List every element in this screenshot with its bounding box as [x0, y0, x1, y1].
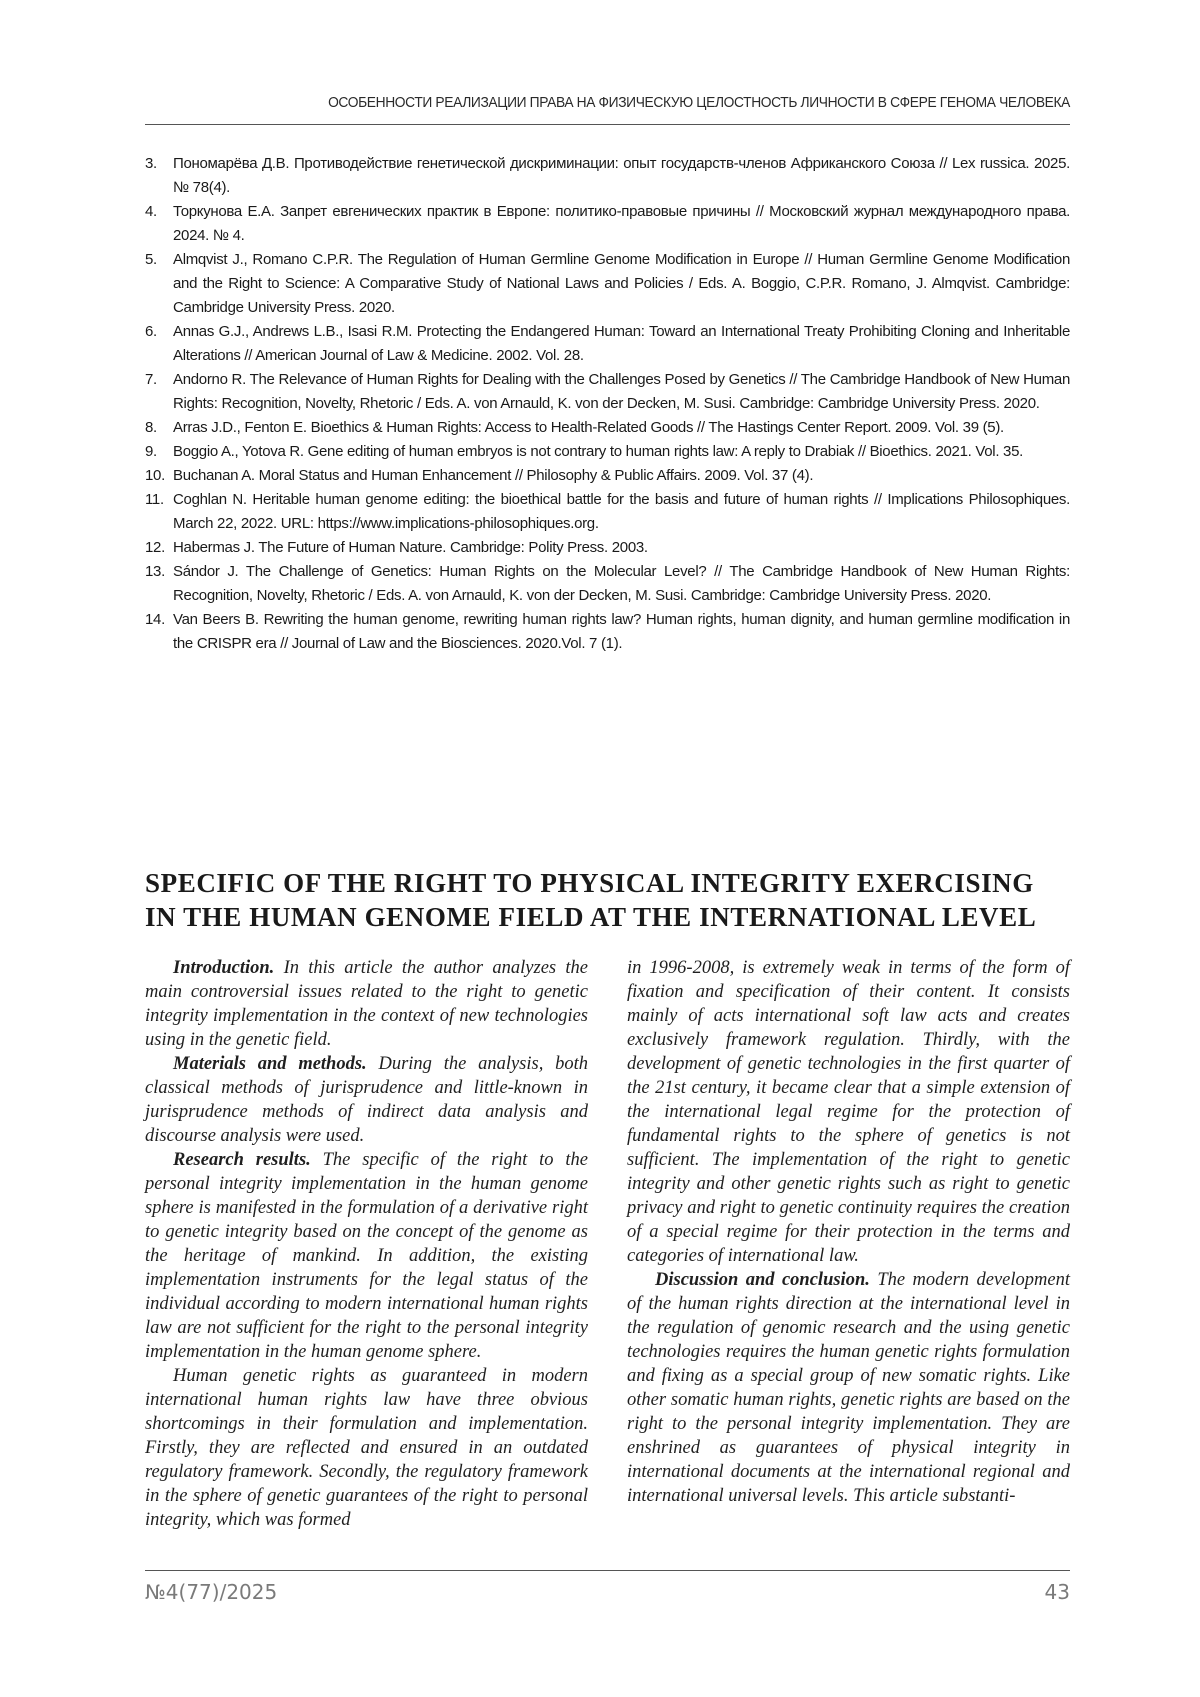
reference-item [145, 608, 1070, 656]
reference-list [145, 152, 1070, 656]
discussion-text: The modern development of the human rights direction at the international level in the regulation of genomic research and the using genetic technologies requires the human genetic rights formulation and fixing as a special group of new somatic rights. Like other somatic human rights, genetic rights are based on the right to the personal integrity implementation. They are enshrined as guarantees of physical integrity in international documents at the international regional and international universal levels. This article substanti- [627, 1270, 1070, 1506]
discussion-label: Discussion and conclusion. [655, 1270, 870, 1290]
reference-text: Пономарёва Д.В. Противодействие генетической дискриминации: опыт государств-членов Африканского Союза // Lex russica. 2025. № 78(4). [173, 155, 1070, 196]
reference-text: Almqvist J., Romano C.P.R. The Regulation of Human Germline Genome Modification in Europe // Human Germline Genome Modification and the Right to Science: A Comparative Study of National Laws and Policies / Eds. A. Boggio, C.P.R. Romano, J. Almqvist. Cambridge: Cambridge University Press. 2020. [173, 251, 1070, 316]
reference-item [145, 488, 1070, 536]
reference-text: Sándor J. The Challenge of Genetics: Human Rights on the Molecular Level? // The Cambridge Handbook of New Human Rights: Recognition, Novelty, Rhetoric / Eds. A. von Arnauld, K. von der Decken, M. Susi. Cambridge: Cambridge University Press. 2020. [173, 563, 1070, 604]
results-paragraph [145, 1148, 588, 1364]
reference-text: Boggio A., Yotova R. Gene editing of human embryos is not contrary to human rights law: A reply to Drabiak // Bioethics. 2021. Vol. 35. [173, 443, 1024, 460]
reference-number: 11. [145, 491, 164, 508]
reference-item [145, 416, 1070, 440]
reference-number: 14. [145, 611, 165, 628]
abstract-columns [145, 956, 1070, 1556]
reference-item [145, 320, 1070, 368]
reference-number: 10. [145, 467, 165, 484]
footer-rule [145, 1570, 1070, 1571]
abstract-column-right [627, 956, 1070, 1556]
reference-text: Торкунова Е.А. Запрет евгенических практик в Европе: политико-правовые причины // Московский журнал международного права. 2024. № 4. [173, 203, 1070, 244]
reference-number: 6. [145, 323, 157, 340]
reference-text: Van Beers B. Rewriting the human genome, rewriting human rights law? Human rights, human dignity, and human germline modification in the CRISPR era // Journal of Law and the Biosciences. 2020.Vol. 7 (1). [173, 611, 1070, 652]
reference-item [145, 200, 1070, 248]
results-label: Research results. [173, 1150, 311, 1170]
reference-number: 4. [145, 203, 157, 220]
reference-text: Habermas J. The Future of Human Nature. Cambridge: Polity Press. 2003. [173, 539, 648, 556]
reference-item [145, 440, 1070, 464]
methods-paragraph [145, 1052, 588, 1148]
header-rule [145, 124, 1070, 125]
reference-item [145, 248, 1070, 320]
methods-text: During the analysis, both classical methods of jurisprudence and little-known in jurisprudence methods of indirect data analysis and discourse analysis were used. [145, 1054, 588, 1146]
reference-text: Andorno R. The Relevance of Human Rights for Dealing with the Challenges Posed by Genetics // The Cambridge Handbook of New Human Rights: Recognition, Novelty, Rhetoric / Eds. A. von Arnauld, K. von der Decken, M. Susi. Cambridge: Cambridge University Press. 2020. [173, 371, 1070, 412]
introduction-text: In this article the author analyzes the main controversial issues related to the right to genetic integrity implementation in the context of new technologies using in the genetic field. [145, 958, 588, 1050]
reference-number: 9. [145, 443, 157, 460]
reference-item [145, 152, 1070, 200]
abstract-column-left [145, 956, 588, 1556]
reference-number: 13. [145, 563, 165, 580]
reference-text: Arras J.D., Fenton E. Bioethics & Human Rights: Access to Health-Related Goods // The Hastings Center Report. 2009. Vol. 39 (5). [173, 419, 1004, 436]
reference-number: 3. [145, 155, 157, 172]
reference-text: Annas G.J., Andrews L.B., Isasi R.M. Protecting the Endangered Human: Toward an International Treaty Prohibiting Cloning and Inheritable Alterations // American Journal of Law & Medicine. 2002. Vol. 28. [173, 323, 1070, 364]
reference-item [145, 368, 1070, 416]
results-paragraph-2: Human genetic rights as guaranteed in modern international human rights law have three obvious shortcomings in their formulation and implementation. Firstly, they are reflected and ensured in an outdated regulatory framework. Secondly, the regulatory framework in the sphere of genetic guarantees of the right to personal integrity, which was formed [145, 1366, 588, 1530]
reference-text: Coghlan N. Heritable human genome editing: the bioethical battle for the basis and future of human rights // Implications Philosophiques. March 22, 2022. URL: https://www.implications-philosophiques.org. [173, 491, 1070, 532]
reference-item [145, 560, 1070, 608]
introduction-paragraph [145, 956, 588, 1052]
reference-number: 12. [145, 539, 165, 556]
results-paragraph-3: in 1996-2008, is extremely weak in terms of the form of fixation and specification of their content. It consists mainly of acts international soft law acts and creates exclusively framework regulation. Thirdly, with the development of genetic technologies in the first quarter of the 21st century, it became clear that a simple extension of the international legal regime for the protection of fundamental rights to the sphere of genetics is not sufficient. The implementation of the right to genetic integrity and other genetic rights such as right to genetic privacy and right to genetic continuity requires the creation of a special regime for their protection in the terms and categories of international law. [627, 958, 1070, 1266]
methods-label: Materials and methods. [173, 1054, 367, 1074]
results-text: The specific of the right to the personal integrity implementation in the human genome sphere is manifested in the formulation of a derivative right to genetic integrity based on the concept of the genome as the heritage of mankind. In addition, the existing implementation instruments for the legal status of the individual according to modern international human rights law are not sufficient for the right to the personal integrity implementation in the human genome sphere. [145, 1150, 588, 1362]
reference-text: Buchanan A. Moral Status and Human Enhancement // Philosophy & Public Affairs. 2009. Vol. 37 (4). [173, 467, 814, 484]
reference-number: 5. [145, 251, 157, 268]
reference-number: 8. [145, 419, 157, 436]
discussion-paragraph [627, 1268, 1070, 1508]
reference-item [145, 464, 1070, 488]
introduction-label: Introduction. [173, 958, 275, 978]
article-title-line-2: IN THE HUMAN GENOME FIELD AT THE INTERNATIONAL LEVEL [145, 902, 1037, 932]
reference-item [145, 536, 1070, 560]
article-title-line-1: SPECIFIC OF THE RIGHT TO PHYSICAL INTEGRITY EXERCISING [145, 868, 1034, 898]
page-number: 43 [1044, 1580, 1070, 1604]
article-title [145, 866, 1070, 934]
reference-number: 7. [145, 371, 157, 388]
running-header: ОСОБЕННОСТИ РЕАЛИЗАЦИИ ПРАВА НА ФИЗИЧЕСКУЮ ЦЕЛОСТНОСТЬ ЛИЧНОСТИ В СФЕРЕ ГЕНОМА ЧЕЛОВЕКА [328, 94, 1070, 111]
issue-number: №4(77)/2025 [145, 1580, 278, 1604]
